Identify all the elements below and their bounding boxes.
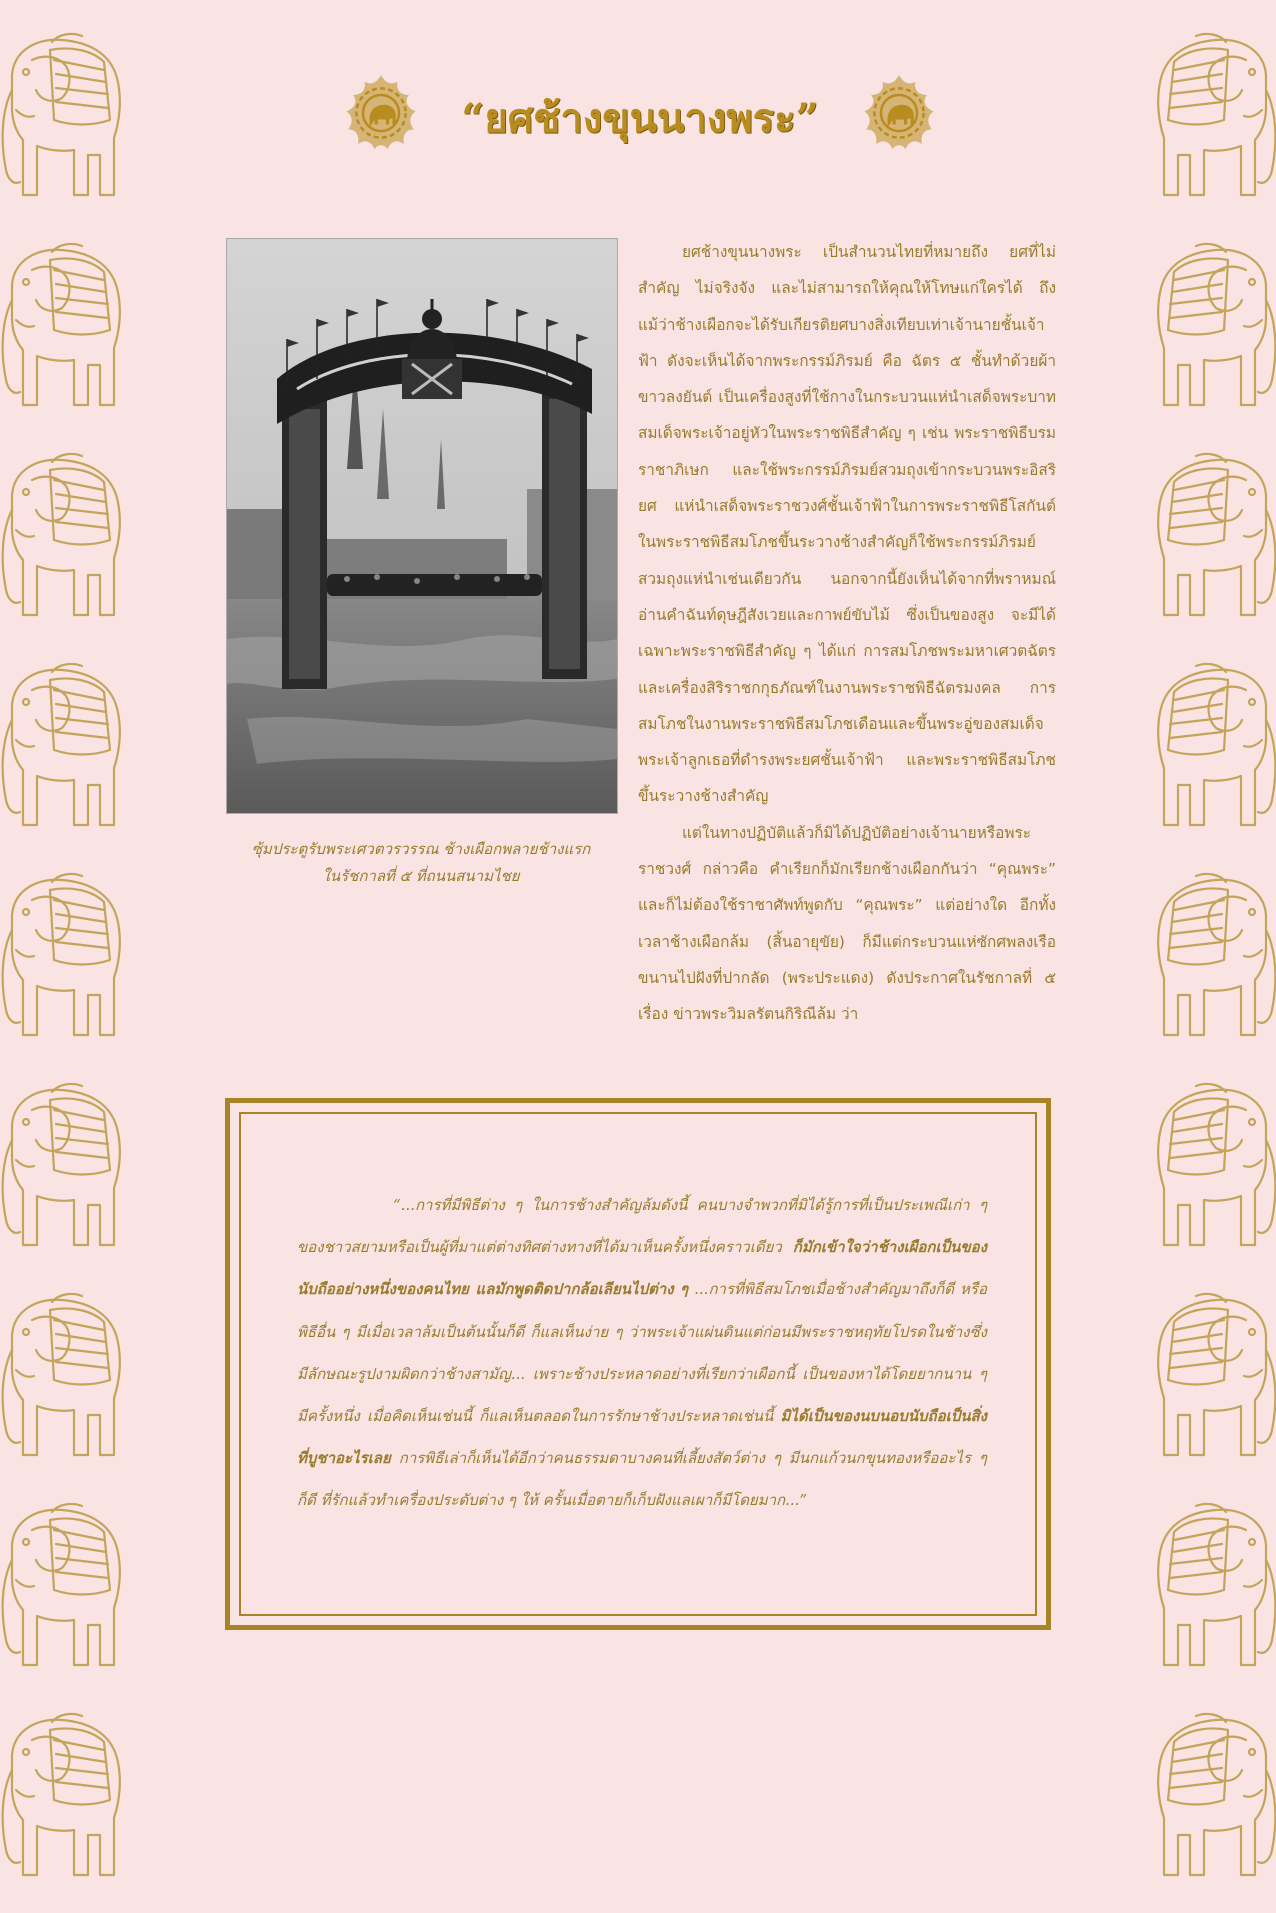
decorative-elephant-icon: [1136, 230, 1276, 430]
quote-bold-2: มิได้เป็นของนบนอบนับถือเป็นสิ่งที่บูชาอะไรเลย: [297, 1407, 987, 1468]
decorative-elephant-icon: [0, 20, 140, 220]
decorative-elephant-icon: [1136, 860, 1276, 1060]
royal-proclamation-quote: [297, 1184, 987, 1522]
historic-photo-arch: [226, 238, 618, 814]
decorative-elephant-icon: [1136, 1700, 1276, 1900]
photo-caption: [226, 836, 616, 890]
title-row: [340, 72, 940, 162]
decorative-elephant-icon: [0, 440, 140, 640]
decorative-elephant-icon: [0, 1070, 140, 1270]
photo-caption-line-2: ในรัชกาลที่ ๕ ที่ถนนสนามไชย: [322, 867, 520, 885]
body-text: [638, 234, 1056, 1033]
elephant-border-right: [1136, 0, 1276, 1913]
quote-part-3: การพิธีเล่าก็เห็นได้อีกว่าคนธรรมดาบางคนที่เลี้ยงสัตว์ต่าง ๆ มีนกแก้วนกขุนทองหรืออะไร ๆ ก็ดี ที่รักแล้วทำเครื่องประดับต่าง ๆ ให้ ครั้นเมื่อตายก็เก็บฝังแลเผาก็มีโดยมาก...”: [297, 1449, 987, 1510]
quote-paragraph: [297, 1184, 987, 1522]
decorative-elephant-icon: [0, 230, 140, 430]
decorative-elephant-icon: [1136, 440, 1276, 640]
quote-box: [225, 1098, 1051, 1630]
elephant-emblem-icon: [858, 72, 940, 154]
decorative-elephant-icon: [0, 650, 140, 850]
decorative-elephant-icon: [1136, 1490, 1276, 1690]
quote-part-1: “...การที่มีพิธีต่าง ๆ ในการช้างสำคัญล้มดังนี้ คนบางจำพวกที่มิได้รู้การที่เป็นประเพณีเก่า ๆ ของชาวสยามหรือเป็นผู้ที่มาแต่ต่างทิศต่างทางที่ได้มาเห็นครั้งหนึ่งคราวเดียว: [297, 1196, 987, 1257]
decorative-elephant-icon: [0, 1490, 140, 1690]
photo-caption-line-1: ซุ้มประตูรับพระเศวตวรวรรณ ช้างเผือกพลายช้างแรก: [251, 840, 591, 858]
elephant-emblem-icon: [340, 72, 422, 154]
decorative-elephant-icon: [1136, 1070, 1276, 1270]
paragraph-2: แต่ในทางปฏิบัติแล้วก็มิได้ปฏิบัติอย่างเจ้านายหรือพระราชวงศ์ กล่าวคือ คำเรียกก็มักเรียกช้างเผือกกันว่า “คุณพระ” และก็ไม่ต้องใช้ราชาศัพท์พูดกับ “คุณพระ” แต่อย่างใด อีกทั้งเวลาช้างเผือกล้ม (สิ้นอายุขัย) ก็มีแต่กระบวนแห่ซักศพลงเรือขนานไปฝังที่ปากลัด (พระประแดง) ดังประกาศในรัชกาลที่ ๕ เรื่อง ข่าวพระวิมลรัตนกิริณีล้ม ว่า: [638, 823, 1056, 1024]
decorative-elephant-icon: [0, 1280, 140, 1480]
page-title: “ยศช้างขุนนางพระ”: [461, 95, 819, 142]
decorative-elephant-icon: [1136, 650, 1276, 850]
quote-bold-1: ก็มักเข้าใจว่าช้างเผือกเป็นของนับถืออย่างหนึ่งของคนไทย แลมักพูดติดปากล้อเลียนไปต่าง ๆ: [297, 1238, 987, 1299]
quote-part-2: ...การที่พิธีสมโภชเมื่อช้างสำคัญมาถึงก็ดี หรือพิธีอื่น ๆ มีเมื่อเวลาล้มเป็นต้นนั้นก็ดี ก็แลเห็นง่าย ๆ ว่าพระเจ้าแผ่นดินแต่ก่อนมีพระราชหฤทัยโปรดในช้างซึ่งมีลักษณะรูปงามผิดกว่าช้างสามัญ... เพราะช้างประหลาดอย่างที่เรียกว่าเผือกนี้ เป็นของหาได้โดยยากนาน ๆ มีครั้งหนึ่ง เมื่อคิดเห็นเช่นนี้ ก็แลเห็นตลอดในการรักษาช้างประหลาดเช่นนี้: [297, 1280, 987, 1426]
decorative-elephant-icon: [1136, 1280, 1276, 1480]
decorative-elephant-icon: [0, 860, 140, 1060]
decorative-elephant-icon: [0, 1700, 140, 1900]
elephant-border-left: [0, 0, 140, 1913]
paragraph-1: ยศช้างขุนนางพระ เป็นสำนวนไทยที่หมายถึง ยศที่ไม่สำคัญ ไม่จริงจัง และไม่สามารถให้คุณให้โทษแก่ใครได้ ถึงแม้ว่าช้างเผือกจะได้รับเกียรติยศบางสิ่งเทียบเท่าเจ้านายชั้นเจ้าฟ้า ดังจะเห็นได้จากพระกรรม์ภิรมย์ คือ ฉัตร ๕ ชั้นทำด้วยผ้าขาวลงยันต์ เป็นเครื่องสูงที่ใช้กางในกระบวนแห่นำเสด็จพระบาทสมเด็จพระเจ้าอยู่หัวในพระราชพิธีสำคัญ ๆ เช่น พระราชพิธีบรมราชาภิเษก และใช้พระกรรม์ภิรมย์สวมถุงเข้ากระบวนพระอิสริยศ แห่นำเสด็จพระราชวงศ์ชั้นเจ้าฟ้าในการพระราชพิธีโสกันต์ ในพระราชพิธีสมโภชขึ้นระวางช้างสำคัญก็ใช้พระกรรม์ภิรมย์สวมถุงแห่นำเช่นเดียวกัน นอกจากนี้ยังเห็นได้จากที่พราหมณ์อ่านคำฉันท์ดุษฎีสังเวยและกาพย์ขับไม้ ซึ่งเป็นของสูง จะมีได้เฉพาะพระราชพิธีสำคัญ ๆ ได้แก่ การสมโภชพระมหาเศวตฉัตรและเครื่องสิริราชกกุธภัณฑ์ในงานพระราชพิธีฉัตรมงคล การสมโภชในงานพระราชพิธีสมโภชเดือนและขึ้นพระอู่ของสมเด็จพระเจ้าลูกเธอที่ดำรงพระยศชั้นเจ้าฟ้า และพระราชพิธีสมโภชขึ้นระวางช้างสำคัญ: [638, 243, 1056, 806]
decorative-elephant-icon: [1136, 20, 1276, 220]
